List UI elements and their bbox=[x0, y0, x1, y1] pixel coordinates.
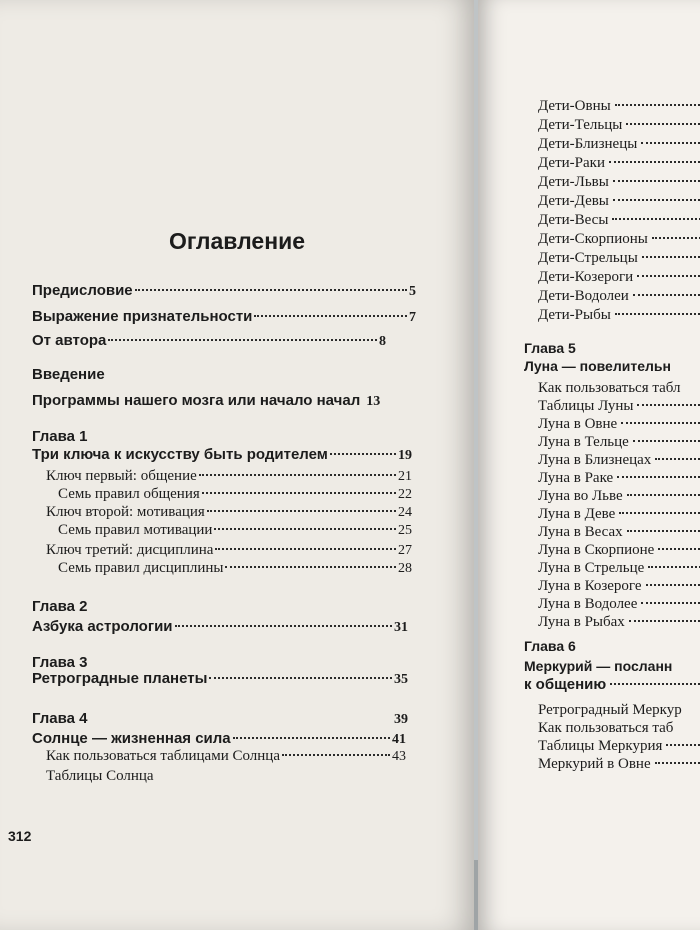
toc-entry bbox=[46, 768, 206, 785]
toc-entry bbox=[46, 542, 412, 559]
toc-entry-label: Таблицы Солнца bbox=[46, 768, 154, 784]
toc-entry bbox=[538, 174, 700, 191]
toc-entry bbox=[538, 231, 700, 248]
section-heading: Глава 5 bbox=[524, 340, 576, 356]
toc-entry-page: 31 bbox=[394, 620, 408, 635]
toc-entry-label: Луна во Льве bbox=[538, 488, 623, 504]
toc-entry-page: 22 bbox=[398, 487, 412, 502]
toc-entry-page: 13 bbox=[366, 394, 381, 409]
toc-entry-label: Программы нашего мозга или начало начал bbox=[32, 392, 361, 409]
toc-entry bbox=[538, 193, 700, 210]
toc-entry-label: Ключ первый: общение bbox=[46, 468, 197, 484]
toc-entry-label: Луна в Водолее bbox=[538, 596, 638, 612]
toc-entry-label: Ретроградный Меркур bbox=[538, 702, 682, 718]
toc-entry-label: Луна в Скорпионе bbox=[538, 542, 655, 558]
toc-entry bbox=[538, 488, 700, 505]
toc-entry bbox=[32, 282, 416, 300]
toc-entry-page: 7 bbox=[409, 310, 416, 325]
toc-entry-label: Как пользоваться таб bbox=[538, 720, 674, 736]
toc-entry bbox=[538, 398, 700, 415]
toc-entry-label: Семь правил мотивации bbox=[58, 522, 213, 538]
toc-entry bbox=[32, 710, 408, 728]
toc-entry-label: От автора bbox=[32, 332, 107, 349]
toc-entry bbox=[538, 155, 700, 172]
toc-entry-label: Как пользоваться табл bbox=[538, 380, 681, 396]
toc-entry bbox=[58, 560, 412, 577]
toc-entry bbox=[538, 416, 700, 433]
section-heading: Введение bbox=[32, 366, 105, 383]
toc-entry-label: Луна в Деве bbox=[538, 506, 616, 522]
toc-entry bbox=[46, 468, 412, 485]
toc-entry bbox=[538, 756, 700, 773]
toc-entry bbox=[32, 308, 416, 326]
toc-entry-page: 39 bbox=[394, 712, 408, 727]
toc-entry-label: Луна в Стрельце bbox=[538, 560, 645, 576]
toc-entry-label: Дети-Близнецы bbox=[538, 136, 638, 152]
toc-entry-page: 28 bbox=[398, 561, 412, 576]
toc-entry-page: 35 bbox=[394, 672, 408, 687]
toc-entry bbox=[524, 676, 700, 693]
toc-entry bbox=[538, 307, 700, 324]
toc-entry-label: Луна в Весах bbox=[538, 524, 623, 540]
toc-entry-page: 8 bbox=[379, 334, 386, 349]
toc-entry-label: Дети-Тельцы bbox=[538, 117, 623, 133]
toc-entry bbox=[32, 618, 408, 636]
toc-entry-label: Дети-Весы bbox=[538, 212, 609, 228]
toc-entry-page: 27 bbox=[398, 543, 412, 558]
page-title: Оглавление bbox=[168, 228, 306, 254]
toc-entry-label: Семь правил общения bbox=[58, 486, 200, 502]
toc-entry bbox=[538, 542, 700, 559]
toc-entry-label: Дети-Девы bbox=[538, 193, 609, 209]
toc-entry-label: Дети-Раки bbox=[538, 155, 605, 171]
toc-entry bbox=[538, 250, 700, 267]
toc-entry-label: Как пользоваться таблицами Солнца bbox=[46, 748, 280, 764]
toc-entry-label: Луна в Тельце bbox=[538, 434, 629, 450]
toc-entry bbox=[538, 720, 700, 737]
toc-entry bbox=[32, 730, 406, 748]
section-heading: Глава 4 bbox=[32, 710, 88, 727]
toc-entry-label: Луна — повелительн bbox=[524, 358, 671, 374]
toc-entry bbox=[538, 136, 700, 153]
toc-entry bbox=[58, 522, 412, 539]
toc-entry-label: Предисловие bbox=[32, 282, 133, 299]
toc-entry-label: Солнце — жизненная сила bbox=[32, 730, 231, 747]
toc-entry-label: к общению bbox=[524, 676, 607, 693]
section-heading: Глава 2 bbox=[32, 598, 88, 615]
toc-entry-label: Дети-Стрельцы bbox=[538, 250, 638, 266]
toc-entry bbox=[538, 452, 700, 469]
toc-entry-label: Ретроградные планеты bbox=[32, 670, 208, 687]
toc-entry bbox=[538, 702, 700, 719]
toc-entry bbox=[538, 470, 700, 487]
toc-entry-page: 25 bbox=[398, 523, 412, 538]
toc-entry bbox=[32, 670, 408, 688]
toc-entry-page: 21 bbox=[398, 469, 412, 484]
toc-entry bbox=[538, 434, 700, 451]
toc-entry-page: 43 bbox=[392, 749, 406, 764]
section-heading: Глава 1 bbox=[32, 428, 88, 445]
toc-entry-label: Луна в Рыбах bbox=[538, 614, 625, 630]
section-heading: Глава 6 bbox=[524, 638, 576, 654]
toc-entry-label: Меркурий — посланн bbox=[524, 658, 673, 674]
toc-entry-label: Таблицы Меркурия bbox=[538, 738, 663, 754]
toc-entry bbox=[32, 446, 412, 464]
toc-entry-label: Выражение признательности bbox=[32, 308, 253, 325]
toc-entry bbox=[538, 524, 700, 541]
toc-entry-label: Таблицы Луны bbox=[538, 398, 634, 414]
toc-entry bbox=[538, 117, 700, 134]
toc-entry-label: Три ключа к искусству быть родителем bbox=[32, 446, 328, 463]
toc-entry-label: Ключ второй: мотивация bbox=[46, 504, 205, 520]
toc-entry-page: 24 bbox=[398, 505, 412, 520]
toc-entry bbox=[46, 504, 412, 521]
toc-entry bbox=[32, 332, 386, 350]
toc-entry bbox=[538, 212, 700, 229]
toc-entry-label: Луна в Близнецах bbox=[538, 452, 652, 468]
toc-entry-label: Семь правил дисциплины bbox=[58, 560, 224, 576]
toc-entry bbox=[538, 560, 700, 577]
toc-entry-label: Дети-Львы bbox=[538, 174, 609, 190]
toc-entry-label: Дети-Рыбы bbox=[538, 307, 611, 323]
toc-entry bbox=[538, 578, 700, 595]
toc-entry bbox=[538, 596, 700, 613]
toc-entry bbox=[58, 486, 412, 503]
toc-entry-label: Дети-Козероги bbox=[538, 269, 634, 285]
toc-entry-label: Меркурий в Овне bbox=[538, 756, 651, 772]
section-heading: Глава 3 bbox=[32, 654, 88, 671]
toc-entry bbox=[538, 288, 700, 305]
toc-entry-page: 5 bbox=[409, 284, 416, 299]
toc-entry bbox=[538, 98, 700, 115]
toc-entry-label: Луна в Раке bbox=[538, 470, 614, 486]
toc-entry bbox=[538, 738, 700, 755]
toc-entry bbox=[32, 392, 416, 410]
toc-entry-label: Дети-Овны bbox=[538, 98, 611, 114]
toc-entry-page: 19 bbox=[398, 448, 412, 463]
toc-entry bbox=[538, 380, 700, 397]
toc-entry-label: Луна в Овне bbox=[538, 416, 618, 432]
toc-entry-label: Дети-Водолеи bbox=[538, 288, 629, 304]
toc-entry-label: Ключ третий: дисциплина bbox=[46, 542, 214, 558]
toc-entry-label: Луна в Козероге bbox=[538, 578, 642, 594]
toc-entry bbox=[538, 269, 700, 286]
toc-entry bbox=[538, 506, 700, 523]
toc-entry-page: 41 bbox=[392, 732, 406, 747]
page-number: 312 bbox=[8, 828, 32, 844]
toc-entry bbox=[538, 614, 700, 631]
toc-entry bbox=[46, 748, 406, 765]
toc-entry-label: Дети-Скорпионы bbox=[538, 231, 648, 247]
toc-entry-label: Азбука астрологии bbox=[32, 618, 173, 635]
